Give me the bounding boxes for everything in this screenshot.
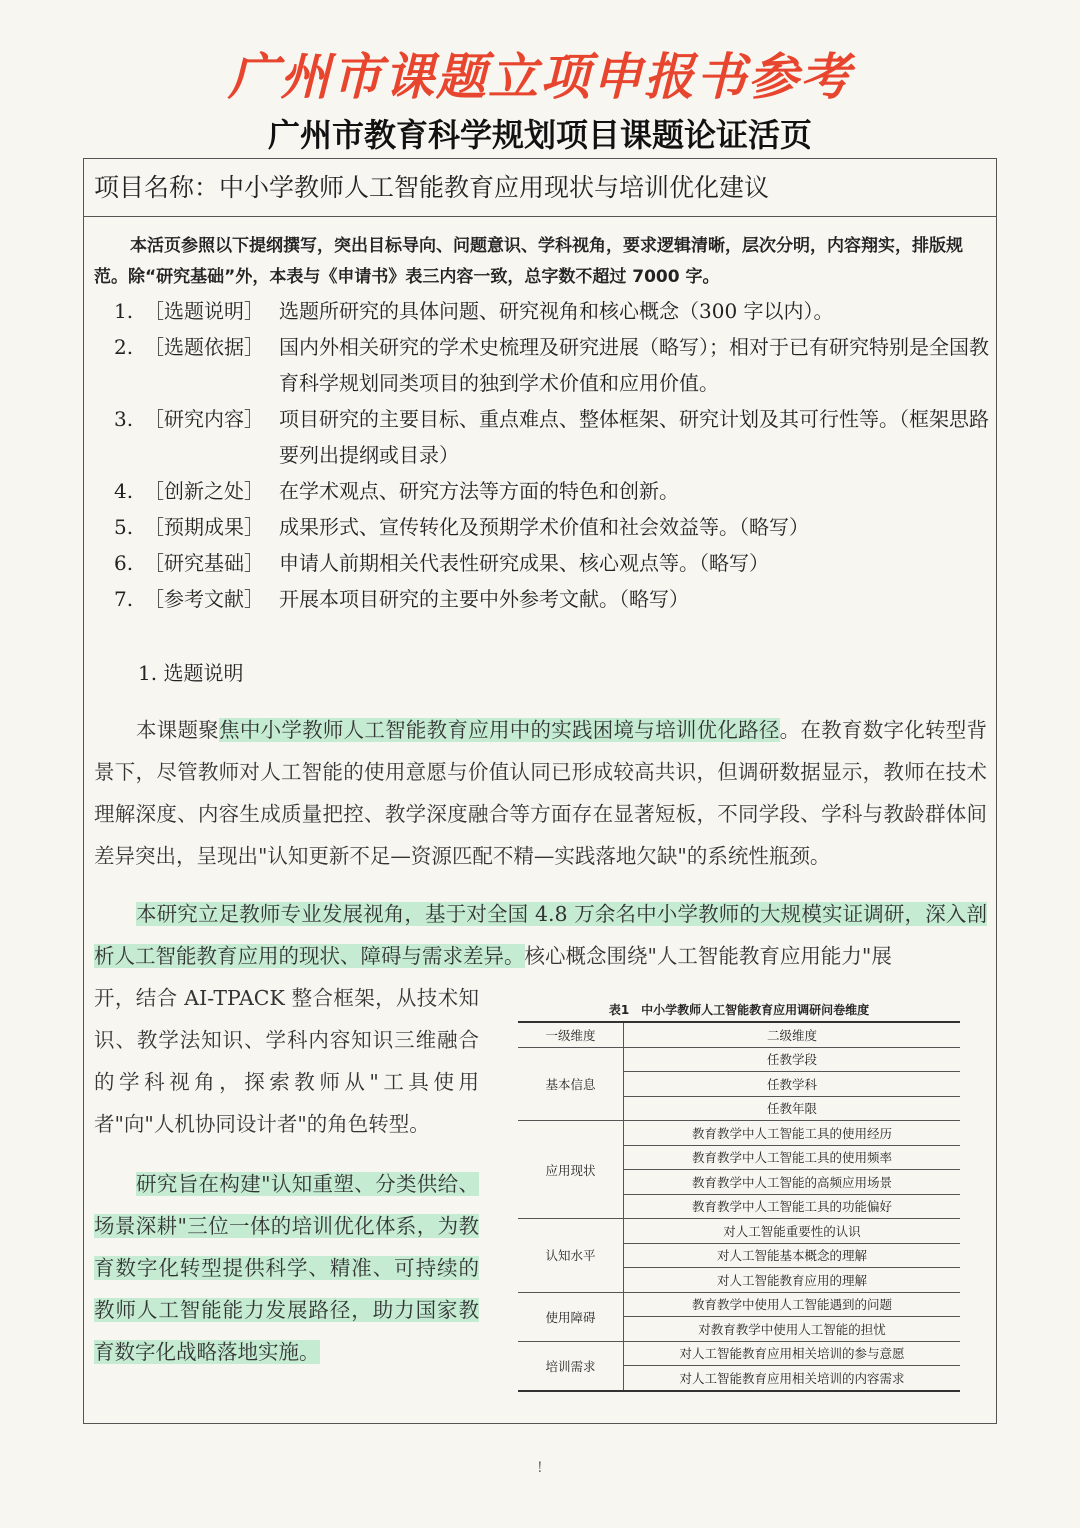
level1-dimension-cell: 培训需求 — [518, 1341, 624, 1391]
p1-highlight: 焦中小学教师人工智能教育应用中的实践困境与培训优化路径 — [219, 718, 780, 742]
level2-dimension-cell: 任教学段 — [624, 1047, 961, 1072]
level2-dimension-cell: 教育教学中人工智能工具的使用经历 — [624, 1121, 961, 1146]
project-name-label: 项目名称： — [94, 173, 220, 202]
outline-desc: 国内外相关研究的学术史梳理及研究进展（略写）；相对于已有研究特别是全国教育科学规划同类项目的独到学术价值和应用价值。 — [279, 335, 989, 395]
section-paragraph-1 — [94, 709, 987, 877]
outline-desc: 在学术观点、研究方法等方面的特色和创新。 — [279, 479, 679, 503]
outline-num: 4. — [114, 479, 134, 503]
outline-num: 6. — [114, 551, 134, 575]
outline-desc: 选题所研究的具体问题、研究视角和核心概念（300 字以内）。 — [279, 299, 834, 323]
project-name-value: 中小学教师人工智能教育应用现状与培训优化建议 — [219, 173, 770, 202]
table-row — [518, 1219, 960, 1244]
outline-desc: 成果形式、宣传转化及预期学术价值和社会效益等。（略写） — [279, 515, 809, 539]
table-header-row — [518, 1022, 960, 1047]
project-name-row — [84, 159, 996, 217]
form-title: 广州市教育科学规划项目课题论证活页 — [267, 116, 812, 154]
outline-item — [114, 401, 989, 473]
outline-tag: ［创新之处］ — [144, 479, 264, 503]
survey-dimension-table — [518, 999, 960, 1392]
outline-tag: ［选题依据］ — [144, 335, 264, 359]
p2-highlight: 本研究立足教师专业发展视角，基于对全国 4.8 万余名中小学教师的大规模实证调研，深入剖析人工智能教育应用的现状、障碍与需求差异。 — [94, 902, 987, 968]
level2-dimension-cell: 任教年限 — [624, 1096, 961, 1121]
p1-text-b: 。在教育数字化转型背景下，尽管教师对人工智能的使用意愿与价值认同已形成较高共识，但调研数据显示，教师在技术理解深度、内容生成质量把控、教学深度融合等方面存在显著短板，不同学段、学科与教龄群体间差异突出，呈现出"认知更新不足—资源匹配不精—实践落地欠缺"的系统性瓶颈。 — [94, 718, 988, 868]
footer-mark: ! — [537, 1460, 543, 1476]
level1-dimension-cell: 使用障碍 — [518, 1292, 624, 1341]
section-paragraph-2 — [94, 893, 987, 977]
level2-dimension-cell: 任教学科 — [624, 1072, 961, 1097]
outline-num: 5. — [114, 515, 134, 539]
argument-sheet-frame — [83, 158, 997, 1424]
level2-dimension-cell: 教育教学中人工智能工具的使用频率 — [624, 1145, 961, 1170]
outline-list — [114, 293, 989, 617]
outline-desc: 开展本项目研究的主要中外参考文献。（略写） — [279, 587, 689, 611]
outline-tag: ［研究基础］ — [144, 551, 264, 575]
dimension-table — [518, 1021, 960, 1392]
col-header-level2: 二级维度 — [624, 1022, 961, 1047]
level2-dimension-cell: 对教育教学中使用人工智能的担忧 — [624, 1317, 961, 1342]
level2-dimension-cell: 对人工智能教育应用的理解 — [624, 1268, 961, 1293]
table-row — [518, 1047, 960, 1072]
outline-item — [114, 293, 989, 329]
instructions-paragraph: 本活页参照以下提纲撰写，突出目标导向、问题意识、学科视角，要求逻辑清晰，层次分明，内容翔实，排版规范。除“研究基础”外，本表与《申请书》表三内容一致，总字数不超过 7000 字。 — [94, 236, 963, 287]
table-row — [518, 1292, 960, 1317]
level2-dimension-cell: 教育教学中人工智能的高频应用场景 — [624, 1170, 961, 1195]
level1-dimension-cell: 基本信息 — [518, 1047, 624, 1121]
outline-tag: ［参考文献］ — [144, 587, 264, 611]
level2-dimension-cell: 对人工智能教育应用相关培训的参与意愿 — [624, 1341, 961, 1366]
outline-desc: 项目研究的主要目标、重点难点、整体框架、研究计划及其可行性等。（框架思路要列出提纲或目录） — [279, 407, 989, 467]
outline-desc: 申请人前期相关代表性研究成果、核心观点等。（略写） — [279, 551, 769, 575]
outline-tag: ［选题说明］ — [144, 299, 264, 323]
outline-item — [114, 509, 989, 545]
outline-num: 7. — [114, 587, 134, 611]
level1-dimension-cell: 认知水平 — [518, 1219, 624, 1293]
p3-highlight: 研究旨在构建"认知重塑、分类供给、场景深耕"三位一体的培训优化体系，为教育数字化转型提供科学、精准、可持续的教师人工智能能力发展路径，助力国家教育数字化战略落地实施。 — [94, 1172, 479, 1364]
table-caption: 表1 中小学教师人工智能教育应用调研问卷维度 — [608, 1003, 870, 1017]
outline-num: 3. — [114, 407, 134, 431]
col-header-level1: 一级维度 — [518, 1022, 624, 1047]
level2-dimension-cell: 对人工智能教育应用相关培训的内容需求 — [624, 1366, 961, 1391]
outline-num: 2. — [114, 335, 134, 359]
section-heading: 1. 选题说明 — [138, 661, 244, 685]
section-paragraph-2-cont: 开，结合 AI-TPACK 整合框架，从技术知识、教学法知识、学科内容知识三维融合的学科视角，探索教师从"工具使用者"向"人机协同设计者"的角色转型。 — [94, 986, 479, 1136]
page-red-title: 广州市课题立项申报书参考 — [228, 48, 852, 106]
outline-item — [114, 545, 989, 581]
level2-dimension-cell: 教育教学中使用人工智能遇到的问题 — [624, 1292, 961, 1317]
section-paragraph-3 — [94, 1163, 479, 1373]
table-row — [518, 1341, 960, 1366]
outline-num: 1. — [114, 299, 134, 323]
outline-tag: ［研究内容］ — [144, 407, 264, 431]
outline-item — [114, 473, 989, 509]
outline-item — [114, 581, 989, 617]
level2-dimension-cell: 教育教学中人工智能工具的功能偏好 — [624, 1194, 961, 1219]
outline-tag: ［预期成果］ — [144, 515, 264, 539]
p2-text-b: 核心概念围绕"人工智能教育应用能力"展 — [524, 944, 892, 968]
level1-dimension-cell: 应用现状 — [518, 1121, 624, 1219]
level2-dimension-cell: 对人工智能重要性的认识 — [624, 1219, 961, 1244]
p1-text-a: 本课题聚 — [136, 718, 220, 742]
table-row — [518, 1121, 960, 1146]
outline-item — [114, 329, 989, 401]
level2-dimension-cell: 对人工智能基本概念的理解 — [624, 1243, 961, 1268]
